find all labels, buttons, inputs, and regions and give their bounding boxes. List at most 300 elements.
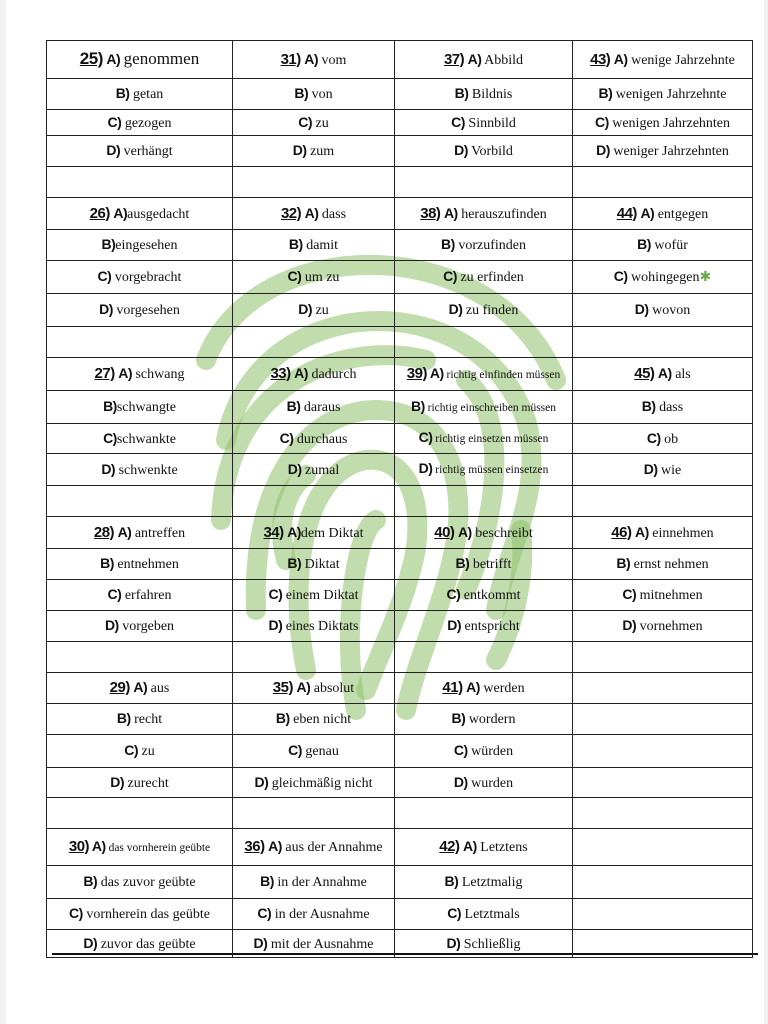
option-row-b [47, 704, 753, 735]
option-cell [573, 358, 753, 391]
option-cell [395, 41, 573, 79]
empty-cell [47, 167, 233, 198]
option-row-c [47, 899, 753, 930]
question-number: 29) [109, 679, 130, 696]
option-text: aus der Annahme [285, 840, 383, 855]
option-letter: B) [288, 236, 303, 252]
option-cell [395, 230, 573, 261]
option-cell [395, 261, 573, 294]
option-row-a [47, 41, 753, 79]
option-text: genommen [123, 48, 200, 68]
option-cell [573, 424, 753, 454]
option-cell [573, 41, 753, 79]
option-text: Diktat [304, 557, 340, 572]
option-letter: A) [296, 679, 311, 695]
option-letter: A) [106, 50, 121, 67]
option-text: vom [321, 52, 347, 68]
empty-cell [47, 642, 233, 673]
option-letter: D) [622, 617, 637, 633]
option-text: eines Diktats [285, 619, 359, 634]
option-cell [47, 866, 233, 899]
option-text: von [311, 87, 333, 102]
option-row-a [47, 517, 753, 549]
option-text: mit der Ausnahme [270, 936, 374, 952]
empty-cell [573, 899, 753, 930]
option-letter: A) [118, 365, 132, 381]
option-cell [47, 110, 233, 136]
option-cell [47, 230, 233, 261]
option-text: antreffen [134, 525, 186, 541]
option-cell [395, 673, 573, 704]
option-cell [395, 768, 573, 798]
option-letter: B) [637, 236, 651, 252]
option-cell [47, 549, 233, 580]
option-text: recht [134, 712, 163, 727]
option-text: zuvor das geübte [100, 936, 196, 952]
ink-mark-icon: ✱ [699, 269, 712, 285]
option-text: wenige Jahrzehnte [631, 52, 735, 68]
answer-options-table [46, 40, 753, 958]
option-letter: B) [100, 555, 114, 571]
option-cell [47, 517, 233, 549]
option-row-b [47, 79, 753, 110]
option-row-a [47, 829, 753, 866]
option-cell [233, 611, 395, 642]
option-letter: D) [104, 617, 119, 633]
option-letter: A) [467, 50, 482, 67]
option-text: ernst nehmen [633, 557, 709, 572]
option-cell [233, 261, 395, 294]
option-letter: B) [83, 873, 98, 889]
option-cell [395, 517, 573, 549]
empty-cell [573, 829, 753, 866]
option-text: dadurch [311, 367, 357, 382]
option-cell [395, 704, 573, 735]
option-letter: A) [457, 523, 472, 540]
option-letter: A) [443, 204, 458, 221]
option-row-d [47, 454, 753, 486]
option-text: in der Ausnahme [274, 907, 370, 922]
option-letter: B) [441, 236, 455, 252]
option-cell [233, 79, 395, 110]
option-row-d [47, 930, 753, 958]
option-cell [47, 735, 233, 768]
option-letter: B) [455, 555, 470, 571]
option-cell [47, 294, 233, 327]
option-text: schwangte [116, 400, 176, 415]
option-cell [573, 294, 753, 327]
empty-cell [395, 486, 573, 517]
option-letter: A) [640, 204, 655, 221]
empty-cell [573, 327, 753, 358]
option-text: einnehmen [652, 525, 714, 541]
option-letter: D) [634, 301, 649, 317]
option-text: daraus [303, 400, 341, 415]
option-row-d [47, 611, 753, 642]
option-letter: D) [596, 142, 610, 158]
option-cell [233, 735, 395, 768]
option-cell [395, 110, 573, 136]
option-text: Bildnis [471, 87, 513, 102]
option-text: aus [150, 681, 170, 696]
option-cell [233, 899, 395, 930]
option-cell [573, 261, 753, 294]
option-text: durchaus [296, 431, 348, 447]
empty-cell [47, 798, 233, 829]
empty-cell [573, 642, 753, 673]
option-cell [395, 899, 573, 930]
option-letter: B) [294, 85, 309, 101]
option-cell [233, 517, 395, 549]
option-cell [233, 230, 395, 261]
option-cell [47, 899, 233, 930]
empty-cell [573, 768, 753, 798]
spacer-row [47, 327, 753, 358]
option-cell [233, 768, 395, 798]
option-letter: A) [91, 837, 106, 854]
option-cell [47, 79, 233, 110]
option-letter: D) [446, 934, 461, 951]
option-cell [573, 110, 753, 136]
option-cell [233, 549, 395, 580]
option-letter: C) [257, 905, 272, 921]
option-text: dem Diktat [300, 525, 364, 541]
empty-cell [395, 327, 573, 358]
option-text: gleichmäßig nicht [271, 775, 373, 791]
option-cell [233, 198, 395, 230]
option-text: zu [315, 115, 329, 131]
option-letter: D) [254, 773, 269, 790]
option-row-c [47, 110, 753, 136]
option-letter: B) [451, 710, 466, 726]
option-text: entgegen [657, 206, 709, 222]
option-letter: C) [103, 429, 117, 446]
option-row-b [47, 391, 753, 424]
option-text: um zu [304, 270, 340, 285]
option-letter: B) [101, 236, 116, 252]
option-cell [47, 198, 233, 230]
option-letter: A) [294, 365, 308, 381]
option-letter: D) [101, 460, 116, 477]
option-cell [395, 391, 573, 424]
option-cell [573, 230, 753, 261]
question-number: 35) [272, 679, 293, 696]
option-cell [233, 294, 395, 327]
empty-cell [573, 798, 753, 829]
option-cell [233, 580, 395, 611]
empty-cell [233, 642, 395, 673]
option-text: Letztmalig [461, 875, 523, 890]
option-text: vorgesehen [116, 303, 180, 318]
option-text: absolut [313, 681, 355, 696]
option-cell [573, 611, 753, 642]
empty-cell [395, 642, 573, 673]
option-cell [47, 704, 233, 735]
option-letter: C) [288, 742, 302, 758]
option-letter: A) [304, 50, 319, 67]
option-letter: D) [454, 142, 468, 158]
empty-cell [233, 798, 395, 829]
option-cell [233, 704, 395, 735]
question-number: 44) [616, 204, 637, 222]
empty-cell [573, 735, 753, 768]
option-cell [233, 41, 395, 79]
option-letter: C) [594, 113, 609, 130]
option-cell [573, 517, 753, 549]
spacer-row [47, 642, 753, 673]
option-text: verhängt [123, 144, 173, 159]
option-text: wie [661, 462, 682, 478]
option-cell [47, 424, 233, 454]
option-letter: D) [83, 934, 98, 951]
option-letter: A) [613, 50, 628, 67]
option-cell [573, 454, 753, 486]
option-text: vornherein das geübte [86, 907, 210, 922]
option-text: wurden [471, 775, 514, 791]
option-letter: D) [418, 460, 433, 476]
question-number: 34) [263, 523, 284, 541]
option-cell [47, 136, 233, 167]
option-row-c [47, 424, 753, 454]
empty-cell [395, 167, 573, 198]
option-letter: C) [279, 429, 294, 446]
option-letter: D) [287, 460, 302, 477]
option-letter: C) [298, 113, 313, 130]
option-letter: B) [410, 397, 425, 414]
option-cell [573, 549, 753, 580]
option-letter: A) [634, 523, 649, 540]
option-letter: B) [287, 555, 302, 571]
option-cell [47, 580, 233, 611]
option-letter: A) [133, 679, 148, 695]
option-row-d [47, 294, 753, 327]
option-text: eingesehen [115, 238, 178, 253]
option-cell [233, 829, 395, 866]
option-cell [47, 768, 233, 798]
option-text: Vorbild [471, 144, 513, 159]
option-text: betrifft [472, 557, 512, 572]
option-text: ausgedacht [127, 206, 190, 222]
empty-cell [573, 673, 753, 704]
option-cell [233, 454, 395, 486]
option-letter: B) [598, 85, 613, 101]
option-letter: D) [110, 773, 125, 790]
option-cell [233, 930, 395, 958]
empty-cell [395, 798, 573, 829]
option-text: zumal [305, 462, 340, 478]
option-text: wenigen Jahrzehnten [612, 115, 731, 131]
option-text: Letztens [480, 840, 528, 855]
option-letter: D) [292, 142, 307, 158]
option-text: herauszufinden [461, 206, 547, 222]
option-text: Sinnbild [468, 115, 516, 131]
option-letter: C) [447, 905, 462, 921]
option-letter: B) [260, 873, 274, 889]
option-cell [47, 454, 233, 486]
option-cell [47, 391, 233, 424]
option-text: eben nicht [293, 712, 352, 727]
option-row-a [47, 358, 753, 391]
empty-cell [573, 930, 753, 958]
option-text: weniger Jahrzehnten [613, 144, 729, 159]
option-letter: D) [106, 142, 121, 158]
option-text: getan [132, 87, 164, 102]
option-text: richtig einsetzen müssen [435, 433, 549, 445]
option-text: ob [664, 431, 679, 447]
option-letter: B) [115, 85, 130, 101]
question-number: 26) [89, 204, 110, 222]
option-text: entspricht [464, 619, 520, 634]
option-letter: B) [116, 710, 131, 726]
option-text: damit [306, 238, 339, 253]
option-cell [395, 866, 573, 899]
question-number: 27) [94, 365, 115, 382]
option-letter: C) [443, 268, 457, 284]
option-text: einem Diktat [285, 588, 359, 603]
question-number: 43) [590, 50, 611, 68]
spacer-row [47, 798, 753, 829]
option-row-c [47, 261, 753, 294]
option-text: richtig einschreiben müssen [427, 401, 557, 414]
option-cell [47, 261, 233, 294]
option-row-c [47, 735, 753, 768]
option-text: schwenkte [118, 462, 178, 478]
option-letter: A) [287, 523, 301, 540]
question-number: 31) [280, 50, 301, 68]
option-text: das vornherein geübte [108, 841, 211, 854]
option-cell [233, 110, 395, 136]
option-text: schwang [135, 367, 185, 382]
option-cell [395, 930, 573, 958]
option-cell [573, 391, 753, 424]
question-number: 25) [79, 48, 103, 68]
option-letter: C) [613, 268, 628, 284]
option-cell [395, 294, 573, 327]
option-row-c [47, 580, 753, 611]
option-letter: C) [446, 586, 461, 602]
option-text: dass [321, 206, 347, 222]
question-number: 37) [443, 50, 465, 68]
option-cell [395, 611, 573, 642]
option-letter: D) [643, 460, 658, 477]
empty-cell [573, 866, 753, 899]
question-number: 40) [434, 523, 455, 541]
option-cell [395, 136, 573, 167]
option-text: das zuvor geübte [100, 875, 196, 890]
option-text: schwankte [116, 431, 176, 447]
option-letter: A) [657, 365, 672, 381]
option-row-a [47, 673, 753, 704]
option-letter: D) [298, 301, 313, 317]
option-cell [395, 424, 573, 454]
option-row-b [47, 549, 753, 580]
option-letter: B) [286, 398, 301, 414]
option-letter: C) [287, 268, 302, 284]
option-cell [233, 424, 395, 454]
option-text: wohingegen [631, 270, 700, 285]
option-cell [395, 454, 573, 486]
empty-cell [573, 167, 753, 198]
option-text: zu finden [465, 303, 519, 318]
question-number: 45) [634, 365, 655, 382]
option-letter: D) [447, 617, 462, 633]
question-number: 41) [442, 679, 463, 696]
empty-cell [233, 167, 395, 198]
option-cell [233, 673, 395, 704]
option-letter: C) [124, 742, 139, 758]
option-cell [573, 136, 753, 167]
option-cell [573, 79, 753, 110]
option-letter: C) [451, 113, 465, 130]
option-text: in der Annahme [277, 875, 367, 890]
option-text: Letztmals [464, 907, 520, 922]
option-letter: A) [304, 204, 319, 221]
question-number: 30) [68, 837, 90, 855]
empty-cell [573, 486, 753, 517]
option-text: beschreibt [475, 525, 533, 541]
option-cell [233, 391, 395, 424]
option-cell [233, 358, 395, 391]
option-row-a [47, 198, 753, 230]
option-text: zurecht [127, 775, 169, 791]
option-cell [47, 41, 233, 79]
option-cell [395, 829, 573, 866]
spacer-row [47, 167, 753, 198]
empty-cell [233, 486, 395, 517]
option-text: vorgebracht [114, 270, 182, 285]
option-letter: C) [69, 905, 83, 921]
option-text: entkommt [463, 588, 521, 603]
option-letter: D) [448, 301, 463, 317]
option-text: würden [471, 744, 514, 759]
option-letter: C) [418, 429, 433, 445]
option-row-d [47, 136, 753, 167]
option-letter: A) [429, 364, 444, 381]
question-number: 32) [280, 204, 302, 222]
option-letter: C) [107, 113, 122, 130]
option-cell [233, 866, 395, 899]
spacer-row [47, 486, 753, 517]
option-letter: B) [275, 710, 290, 726]
option-letter: B) [454, 85, 469, 101]
question-number: 39) [406, 364, 427, 382]
option-letter: B) [103, 398, 117, 414]
option-cell [395, 735, 573, 768]
option-cell [395, 79, 573, 110]
option-text: vorzufinden [458, 238, 526, 253]
option-text: wenigen Jahrzehnte [615, 87, 727, 102]
option-text: Abbild [484, 52, 524, 68]
empty-cell [47, 486, 233, 517]
option-text: mitnehmen [639, 588, 703, 603]
option-letter: A) [462, 838, 477, 854]
option-cell [47, 930, 233, 958]
option-row-b [47, 230, 753, 261]
option-letter: C) [97, 268, 112, 284]
option-text: erfahren [124, 588, 172, 603]
option-letter: C) [646, 429, 661, 446]
option-letter: B) [641, 398, 656, 414]
option-text: wofür [654, 238, 688, 253]
question-number: 42) [439, 838, 460, 855]
option-text: genau [305, 744, 339, 759]
option-text: als [675, 367, 691, 382]
empty-cell [573, 704, 753, 735]
option-text: richtig müssen einsetzen [435, 464, 549, 476]
question-number: 33) [270, 365, 291, 382]
question-number: 28) [93, 523, 115, 541]
empty-cell [233, 327, 395, 358]
